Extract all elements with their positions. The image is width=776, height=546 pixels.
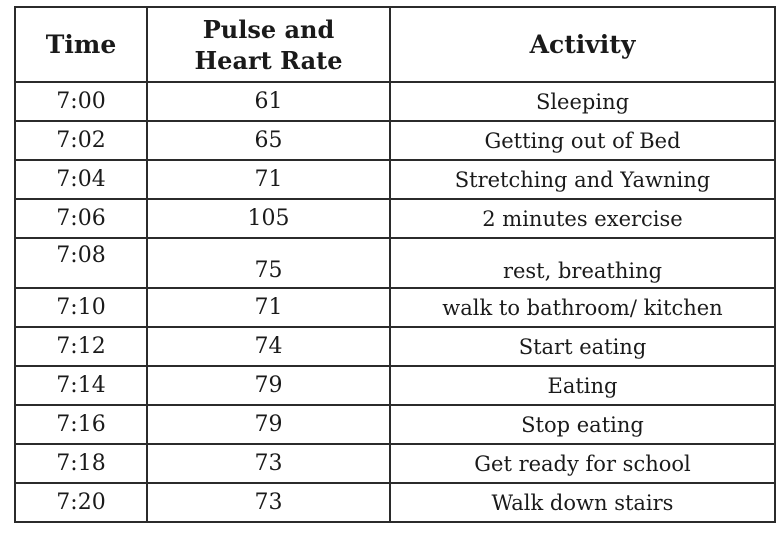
cell-activity: Eating xyxy=(390,366,775,405)
heart-rate-table xyxy=(14,6,776,523)
column-header-pulse-line1: Pulse and xyxy=(202,14,335,44)
cell-pulse: 79 xyxy=(147,366,390,405)
cell-activity: 2 minutes exercise xyxy=(390,199,775,238)
table-row xyxy=(15,483,775,522)
cell-time: 7:16 xyxy=(15,405,147,444)
table-row xyxy=(15,405,775,444)
table-row xyxy=(15,82,775,121)
cell-activity: Get ready for school xyxy=(390,444,775,483)
cell-pulse: 79 xyxy=(147,405,390,444)
cell-pulse: 65 xyxy=(147,121,390,160)
table-row xyxy=(15,121,775,160)
cell-time: 7:00 xyxy=(15,82,147,121)
cell-time: 7:04 xyxy=(15,160,147,199)
table-row xyxy=(15,444,775,483)
table-row xyxy=(15,160,775,199)
cell-pulse: 74 xyxy=(147,327,390,366)
column-header-pulse-line2: Heart Rate xyxy=(194,45,343,75)
table-row xyxy=(15,327,775,366)
cell-activity: Stretching and Yawning xyxy=(390,160,775,199)
cell-pulse: 75 xyxy=(147,238,390,288)
cell-activity: rest, breathing xyxy=(390,238,775,288)
column-header-time: Time xyxy=(15,7,147,82)
cell-activity: Start eating xyxy=(390,327,775,366)
table-row xyxy=(15,199,775,238)
cell-time: 7:06 xyxy=(15,199,147,238)
cell-pulse: 105 xyxy=(147,199,390,238)
table-row xyxy=(15,288,775,327)
cell-time: 7:12 xyxy=(15,327,147,366)
cell-time: 7:14 xyxy=(15,366,147,405)
cell-time: 7:02 xyxy=(15,121,147,160)
table-row xyxy=(15,238,775,288)
cell-pulse: 61 xyxy=(147,82,390,121)
cell-activity: Stop eating xyxy=(390,405,775,444)
cell-time: 7:20 xyxy=(15,483,147,522)
cell-pulse: 73 xyxy=(147,444,390,483)
cell-time: 7:08 xyxy=(15,238,147,288)
column-header-pulse xyxy=(147,7,390,82)
cell-time: 7:18 xyxy=(15,444,147,483)
cell-activity: Getting out of Bed xyxy=(390,121,775,160)
cell-time: 7:10 xyxy=(15,288,147,327)
cell-pulse: 73 xyxy=(147,483,390,522)
cell-activity: Sleeping xyxy=(390,82,775,121)
column-header-activity: Activity xyxy=(390,7,775,82)
header-row xyxy=(15,7,775,82)
cell-activity: Walk down stairs xyxy=(390,483,775,522)
cell-pulse: 71 xyxy=(147,160,390,199)
cell-pulse: 71 xyxy=(147,288,390,327)
cell-activity: walk to bathroom/ kitchen xyxy=(390,288,775,327)
table-row xyxy=(15,366,775,405)
